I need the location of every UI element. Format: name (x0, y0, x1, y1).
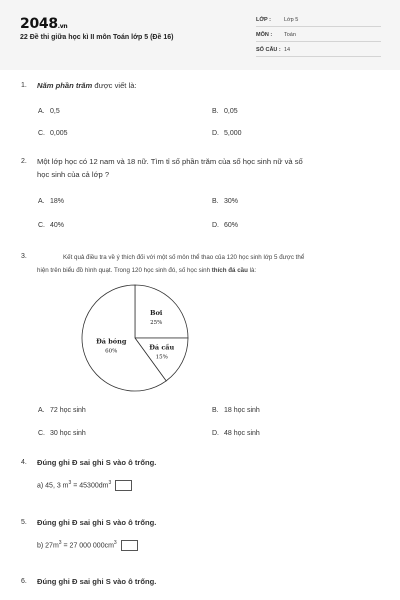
meta-count-row (256, 43, 381, 57)
question-3-emphasis: thích đá cầu (211, 267, 248, 274)
meta-class-row (256, 13, 381, 27)
question-2-line-1: Một lớp học có 12 nam và 18 nữ. Tìm tỉ số phần trăm của số học sinh nữ và số (37, 157, 303, 166)
question-1-emphasis: Năm phần trăm (37, 81, 93, 90)
pie-value-label-2: 15% (155, 354, 168, 361)
logo-text: 2048 (20, 16, 58, 32)
document-title: 22 Đề thi giữa học kì II môn Toán lớp 5 (Đề 16) (20, 34, 174, 41)
question-6-instruction: Đúng ghi Đ sai ghi S vào ô trống. (37, 577, 157, 586)
pie-label-2: Đá cầu (149, 343, 175, 352)
meta-subject-row (256, 28, 381, 42)
q5-answer-box[interactable] (121, 540, 138, 551)
meta-subject-label: MÔN : (256, 32, 273, 38)
question-1-text (37, 80, 137, 92)
q2-option-c[interactable]: C. 40% (38, 222, 65, 229)
meta-class-value: Lớp 5 (284, 17, 299, 23)
question-3-line-2c: là: (247, 267, 257, 274)
question-2-line-2: học sinh của cả lớp ? (37, 170, 110, 179)
question-3-line-2a: hiện trên biểu đồ hình quạt. Trong 120 học sinh đó, số học sinh (37, 267, 212, 274)
pie-label-1: Bơi (150, 308, 163, 317)
question-3-line-1: Kết quả điều tra về ý thích đối với một số môn thể thao của 120 học sinh lớp 5 được thể (63, 254, 305, 261)
q3-option-b[interactable]: B. 18 học sinh (212, 407, 260, 414)
meta-count-label: SỐ CÂU : (256, 47, 281, 53)
q2-option-b[interactable]: B. 30% (212, 198, 239, 205)
meta-subject-value: Toán (284, 32, 296, 38)
meta-class-label: LỚP : (256, 17, 271, 23)
meta-count-value: 14 (284, 47, 291, 53)
q2-option-a[interactable]: A. 18% (38, 198, 65, 205)
q3-option-d[interactable]: D. 48 học sinh (212, 430, 260, 437)
q1-option-a[interactable]: A. 0,5 (38, 108, 60, 115)
question-1-rest: được viết là: (92, 81, 137, 90)
pie-value-label-3: 60% (105, 348, 118, 355)
question-4-instruction: Đúng ghi Đ sai ghi S vào ô trống. (37, 458, 157, 467)
logo-suffix: .vn (57, 23, 68, 30)
question-6-number: 6. (21, 578, 27, 585)
site-logo[interactable] (20, 16, 67, 32)
question-1-number: 1. (21, 82, 27, 89)
document-header (0, 0, 400, 70)
q4-answer-box[interactable] (115, 480, 132, 491)
q1-option-c[interactable]: C. 0,005 (38, 130, 68, 137)
question-2-number: 2. (21, 158, 27, 165)
question-4-number: 4. (21, 459, 27, 466)
pie-label-3: Đá bóng (96, 337, 127, 346)
question-3-text (37, 251, 377, 277)
question-4-statement: a) 45, 3 $m^3 = 45300dm^3$ (37, 480, 132, 491)
q3-option-a[interactable]: A. 72 học sinh (38, 407, 86, 414)
q1-option-b[interactable]: B. 0,05 (212, 108, 238, 115)
q1-option-d[interactable]: D. 5,000 (212, 130, 242, 137)
question-3-number: 3. (21, 253, 27, 260)
pie-chart (80, 283, 190, 393)
question-5-number: 5. (21, 519, 27, 526)
pie-value-label-1: 25% (150, 319, 163, 326)
q3-option-c[interactable]: C. 30 học sinh (38, 430, 86, 437)
pie-chart-svg (80, 283, 190, 393)
question-5-statement: b) $27m^3 = 27$ 000 $000cm^3$ (37, 540, 138, 551)
question-5-instruction: Đúng ghi Đ sai ghi S vào ô trống. (37, 518, 157, 527)
q2-option-d[interactable]: D. 60% (212, 222, 239, 229)
